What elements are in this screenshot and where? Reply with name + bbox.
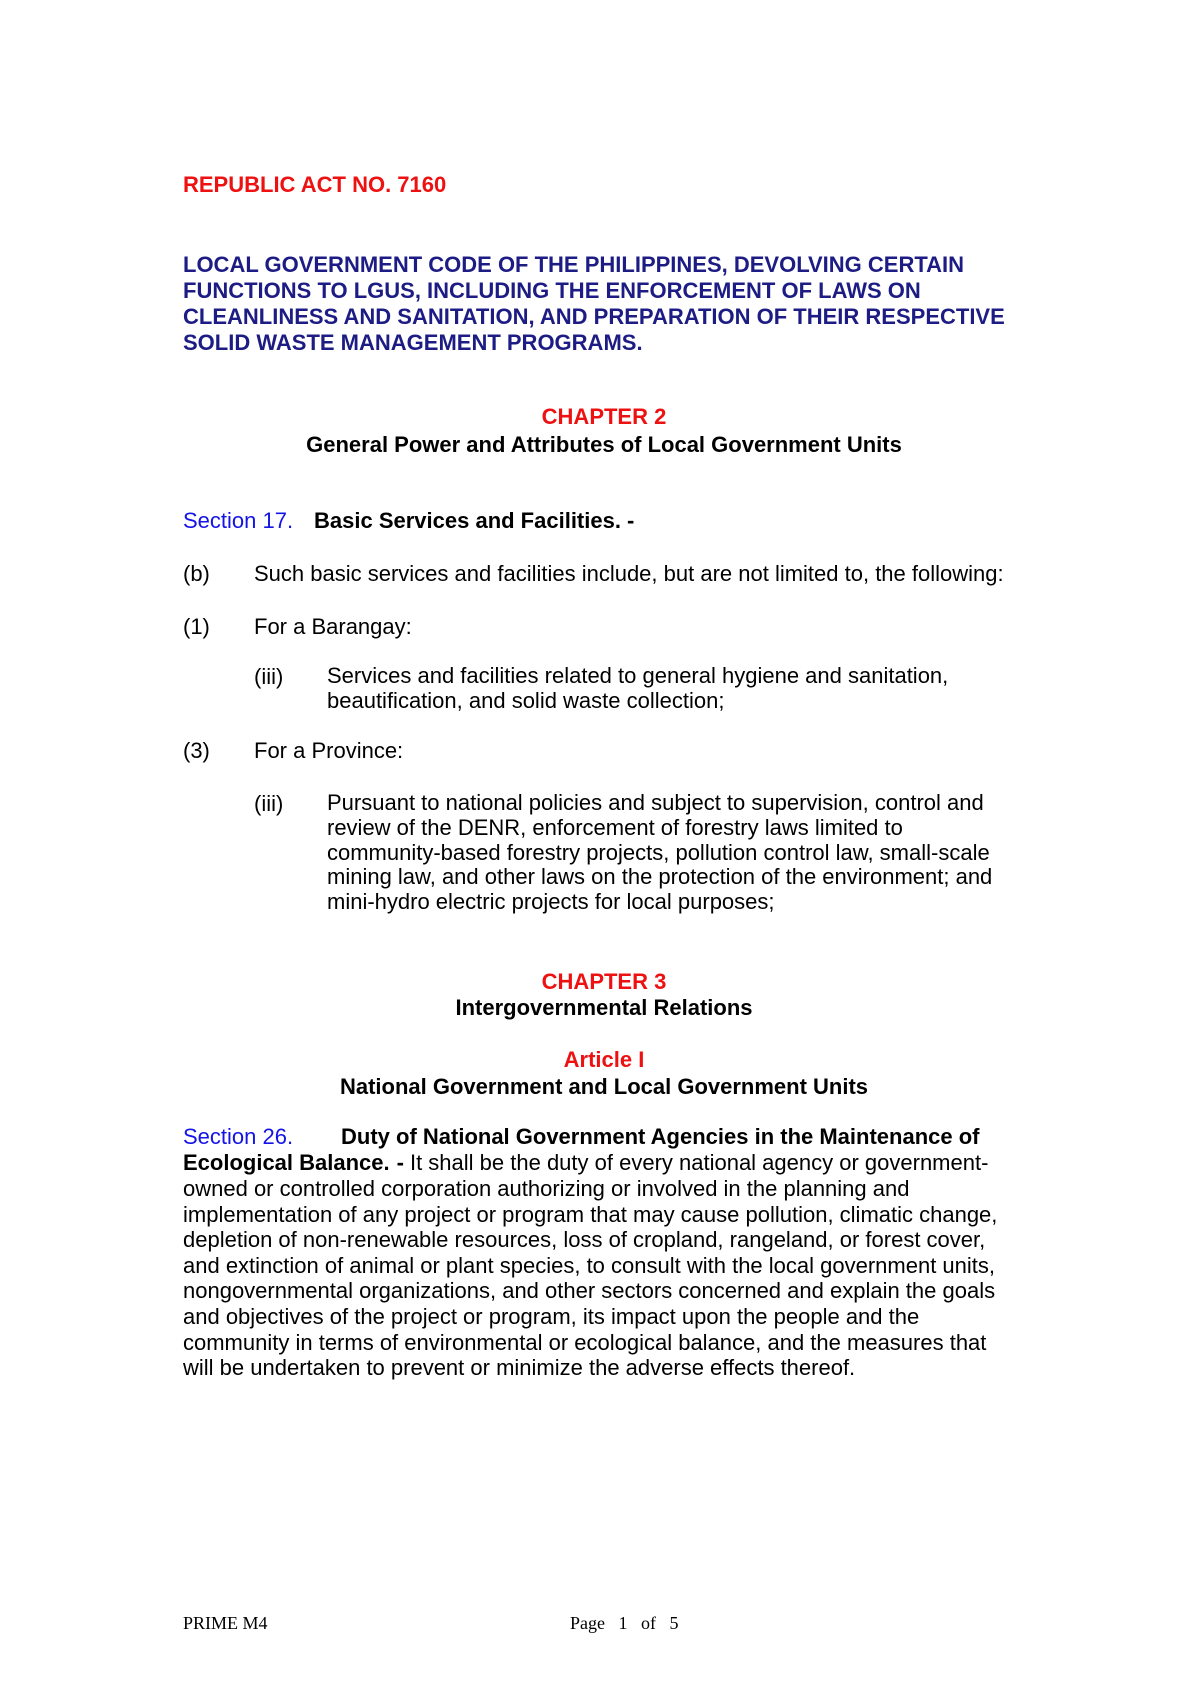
body-line: and objectives of the project or program, its impact upon the people and the — [183, 1303, 920, 1329]
body-line: community in terms of environmental or ecological balance, and the measures that — [183, 1329, 987, 1355]
article-1-label: Article I — [563, 1047, 645, 1072]
body-line: community-based forestry projects, pollution control law, small-scale — [327, 839, 990, 865]
title-line: LOCAL GOVERNMENT CODE OF THE PHILIPPINES, DEVOLVING CERTAIN — [183, 252, 965, 277]
act-title — [183, 252, 1005, 356]
body-line: beautification, and solid waste collection; — [327, 687, 725, 713]
section-26-first-text: It shall be the duty of every national agency or government- — [409, 1150, 989, 1175]
page-number: Page 1 of 5 — [570, 1613, 679, 1633]
section-17-heading: Basic Services and Facilities. - — [314, 508, 635, 533]
body-line: implementation of any project or program that may cause pollution, climatic change, — [183, 1201, 998, 1227]
chapter-3-label: CHAPTER 3 — [541, 969, 667, 994]
footer-label: PRIME M4 — [183, 1613, 268, 1633]
body-line: nongovernmental organizations, and other sectors concerned and explain the goals — [183, 1278, 996, 1304]
body-line: owned or controlled corporation authorizing or involved in the planning and — [183, 1176, 910, 1201]
item-b-label: (b) — [183, 561, 210, 586]
item-3-sub-label: (iii) — [254, 791, 284, 816]
section-26-dash: - — [396, 1150, 404, 1175]
item-3-text: For a Province: — [254, 738, 404, 763]
section-17-number: Section 17. — [183, 508, 294, 533]
body-line: mini-hydro electric projects for local purposes; — [327, 889, 775, 915]
body-line: mining law, and other laws on the protection of the environment; and — [327, 864, 993, 890]
body-line: review of the DENR, enforcement of forestry laws limited to — [327, 814, 903, 840]
chapter-2-label: CHAPTER 2 — [541, 404, 667, 429]
item-3-sub-text — [327, 791, 992, 915]
act-number: REPUBLIC ACT NO. 7160 — [183, 172, 447, 197]
chapter-2-title: General Power and Attributes of Local Government Units — [306, 432, 902, 457]
section-26-first-line — [183, 1150, 988, 1175]
section-26-number: Section 26. — [183, 1124, 294, 1149]
section-26-heading: Duty of National Government Agencies in the Maintenance of — [341, 1124, 980, 1149]
chapter-3-title: Intergovernmental Relations — [455, 995, 753, 1020]
body-line: Pursuant to national policies and subject to supervision, control and — [327, 790, 984, 815]
item-1-text: For a Barangay: — [254, 614, 412, 639]
item-1-sub-label: (iii) — [254, 664, 284, 689]
title-line: FUNCTIONS TO LGUS, INCLUDING THE ENFORCEMENT OF LAWS ON — [183, 278, 921, 303]
item-3-label: (3) — [183, 738, 210, 763]
item-1-sub-text — [327, 664, 948, 713]
body-line: Services and facilities related to general hygiene and sanitation, — [327, 663, 949, 688]
article-1-title: National Government and Local Government Units — [339, 1074, 869, 1099]
title-line: SOLID WASTE MANAGEMENT PROGRAMS. — [183, 330, 643, 355]
body-line: will be undertaken to prevent or minimize the adverse effects thereof. — [183, 1355, 856, 1381]
item-b-text: Such basic services and facilities include, but are not limited to, the following: — [254, 561, 1004, 586]
body-line: and extinction of animal or plant species, to consult with the local government units, — [183, 1252, 996, 1278]
item-1-label: (1) — [183, 614, 210, 639]
section-26-heading-end: Ecological Balance. — [183, 1150, 390, 1175]
body-line: depletion of non-renewable resources, loss of cropland, rangeland, or forest cover, — [183, 1227, 986, 1253]
section-26-body — [183, 1176, 997, 1381]
title-line: CLEANLINESS AND SANITATION, AND PREPARATION OF THEIR RESPECTIVE — [183, 304, 1005, 329]
